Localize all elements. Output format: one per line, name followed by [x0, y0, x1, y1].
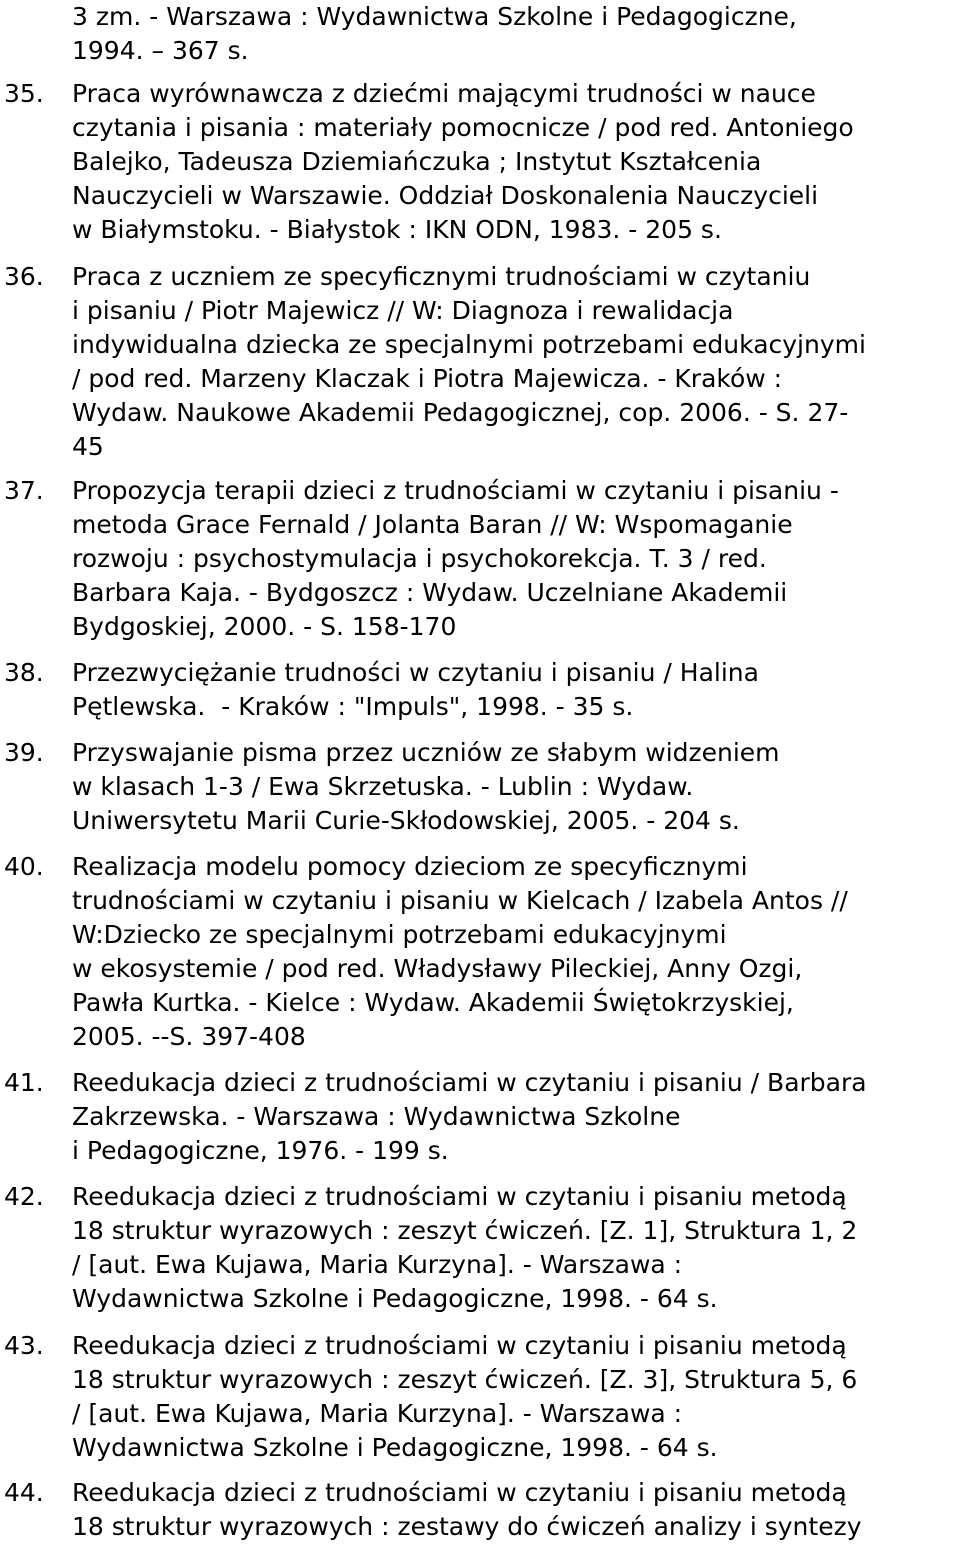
- entry-number: 36.: [4, 262, 44, 291]
- entry-text: Realizacja modelu pomocy dzieciom ze specyficznymi trudnościami w czytaniu i pisaniu w Kielcach / Izabela Antos // W:Dziecko ze specjalnymi potrzebami edukacyjnymi w ekosystemie / pod red. Władysławy Pileckiej, Anny Ozgi, Pawła Kurtka. - Kielce : Wydaw. Akademii Świętokrzyskiej, 2005. --S. 397-408: [72, 852, 848, 1051]
- entry-number: 43.: [4, 1331, 44, 1360]
- entry-number: 37.: [4, 476, 44, 505]
- entry-number: 41.: [4, 1068, 44, 1097]
- entry-text: Praca wyrównawcza z dziećmi mającymi trudności w nauce czytania i pisania : materiały pomocnicze / pod red. Antoniego Balejko, Tadeusza Dziemiańczuka ; Instytut Kształcenia Nauczycieli w Warszawie. Oddział Doskonalenia Nauczycieli w Białymstoku. - Białystok : IKN ODN, 1983. - 205 s.: [72, 79, 854, 244]
- entry-text: Propozycja terapii dzieci z trudnościami w czytaniu i pisaniu - metoda Grace Fernald / Jolanta Baran // W: Wspomaganie rozwoju : psychostymulacja i psychokorekcja. T. 3 / red. Barbara Kaja. - Bydgoszcz : Wydaw. Uczelniane Akademii Bydgoskiej, 2000. - S. 158-170: [72, 476, 839, 641]
- entry-number: 35.: [4, 79, 44, 108]
- entry-text: Przyswajanie pisma przez uczniów ze słabym widzeniem w klasach 1-3 / Ewa Skrzetuska. - Lublin : Wydaw. Uniwersytetu Marii Curie-Skłodowskiej, 2005. - 204 s.: [72, 738, 780, 835]
- entry-text: Przezwyciężanie trudności w czytaniu i pisaniu / Halina Pętlewska. - Kraków : "Impuls", 1998. - 35 s.: [72, 658, 759, 721]
- entry-number: 44.: [4, 1478, 44, 1507]
- entry-number: 42.: [4, 1182, 44, 1211]
- entry-number: 39.: [4, 738, 44, 767]
- entry-number: 38.: [4, 658, 44, 687]
- entry-continuation-text: 3 zm. - Warszawa : Wydawnictwa Szkolne i Pedagogiczne, 1994. – 367 s.: [72, 2, 797, 65]
- entry-text: Praca z uczniem ze specyficznymi trudnościami w czytaniu i pisaniu / Piotr Majewicz // W: Diagnoza i rewalidacja indywidualna dziecka ze specjalnymi potrzebami edukacyjnymi / pod red. Marzeny Klaczak i Piotra Majewicza. - Kraków : Wydaw. Naukowe Akademii Pedagogicznej, cop. 2006. - S. 27- 45: [72, 262, 866, 461]
- entry-number: 40.: [4, 852, 44, 881]
- entry-text: Reedukacja dzieci z trudnościami w czytaniu i pisaniu metodą 18 struktur wyrazowych : zeszyt ćwiczeń. [Z. 3], Struktura 5, 6 / [aut. Ewa Kujawa, Maria Kurzyna]. - Warszawa : Wydawnictwa Szkolne i Pedagogiczne, 1998. - 64 s.: [72, 1331, 858, 1462]
- entry-text: Reedukacja dzieci z trudnościami w czytaniu i pisaniu metodą 18 struktur wyrazowych : zeszyt ćwiczeń. [Z. 1], Struktura 1, 2 / [aut. Ewa Kujawa, Maria Kurzyna]. - Warszawa : Wydawnictwa Szkolne i Pedagogiczne, 1998. - 64 s.: [72, 1182, 858, 1313]
- entry-text: Reedukacja dzieci z trudnościami w czytaniu i pisaniu / Barbara Zakrzewska. - Warszawa : Wydawnictwa Szkolne i Pedagogiczne, 1976. - 199 s.: [72, 1068, 867, 1165]
- entry-text: Reedukacja dzieci z trudnościami w czytaniu i pisaniu metodą 18 struktur wyrazowych : zestawy do ćwiczeń analizy i syntezy: [72, 1478, 862, 1541]
